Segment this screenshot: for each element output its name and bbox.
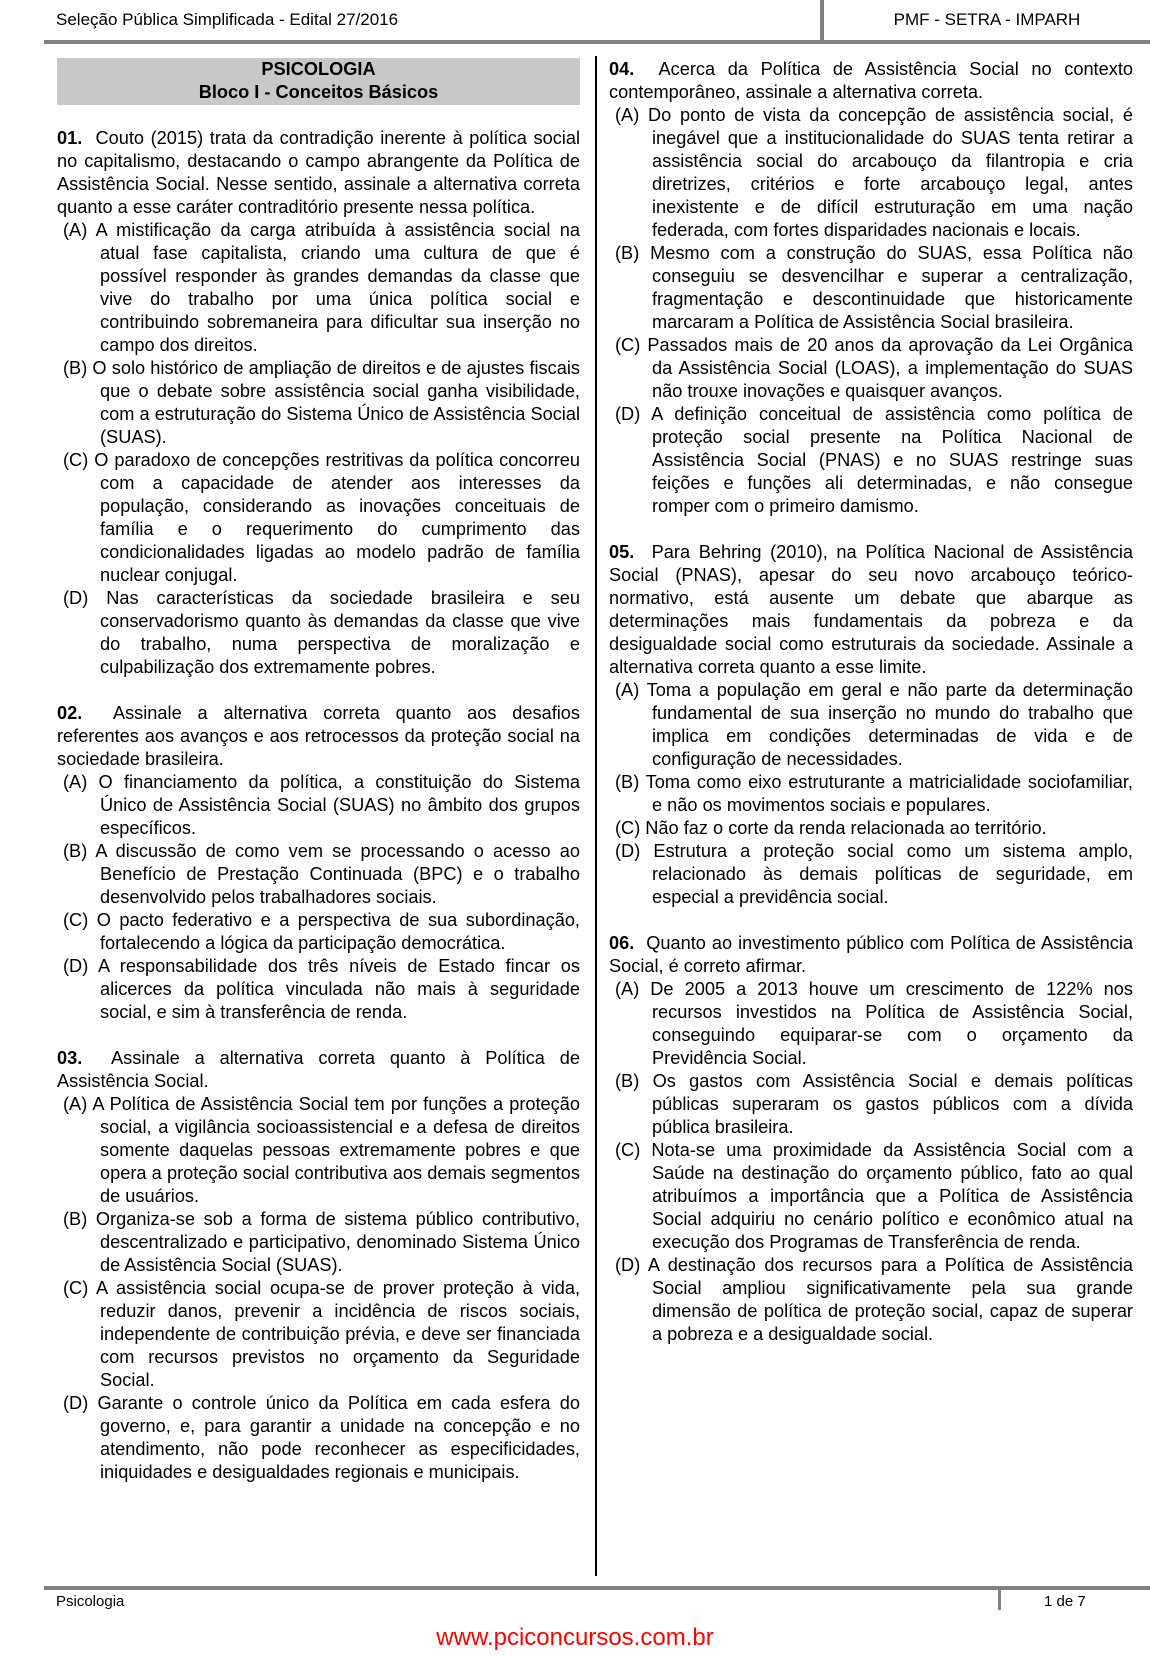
right-column (609, 58, 1133, 1369)
answer-option: (D) Estrutura a proteção social como um sistema amplo, relacionado às demais políticas de seguridade, em especial a previdência social. (615, 841, 1133, 907)
answer-option: (A) A Política de Assistência Social tem por funções a proteção social, a vigilância socioassistencial e a defesa de direitos somente daquelas pessoas extremamente pobres e que opera a proteção social contributiva aos demais segmentos de usuários. (63, 1094, 580, 1206)
answer-option: (A) A mistificação da carga atribuída à assistência social na atual fase capitalista, criando uma cultura de que é possível responder às grandes demandas da classe que vive do trabalho por uma única política social e contribuindo sobremaneira para dificultar sua inserção no campo dos direitos. (63, 220, 580, 355)
answer-option: (C) Passados mais de 20 anos da aprovação da Lei Orgânica da Assistência Social (LOAS), a implementação do SUAS não trouxe inovações e quaisquer avanços. (615, 335, 1133, 401)
question (57, 1047, 580, 1484)
question-text: Quanto ao investimento público com Política de Assistência Social, é correto afirmar. (609, 933, 1133, 976)
answer-option: (D) A responsabilidade dos três níveis de Estado fincar os alicerces da política vinculada não mais à seguridade social, e sim à transferência de renda. (63, 956, 580, 1022)
answer-option: (B) Organiza-se sob a forma de sistema público contributivo, descentralizado e participativo, denominado Sistema Único de Assistência Social (SUAS). (63, 1209, 580, 1275)
answer-option: (D) A definição conceitual de assistência como política de proteção social presente na Política Nacional de Assistência Social (PNAS) e no SUAS restringe suas feições e funções ali determinadas, e não consegue romper com o primeiro damismo. (615, 404, 1133, 516)
question-number: 05. (609, 542, 635, 562)
answer-option: (B) Mesmo com a construção do SUAS, essa Política não conseguiu se desvencilhar e superar a centralização, fragmentação e descontinuidade que historicamente marcaram a Política de Assistência Social brasileira. (615, 243, 1133, 332)
answer-option: (A) Toma a população em geral e não parte da determinação fundamental de sua inserção no mundo do trabalho que implica em condições determinadas de vida e de configuração de necessidades. (615, 680, 1133, 769)
footer-divider (998, 1590, 1001, 1610)
question-stem (609, 932, 1133, 978)
answer-option: (D) Garante o controle único da Política em cada esfera do governo, e, para garantir a unidade na concepção e no atendimento, não pode reconhecer as especificidades, iniquidades e desigualdades regionais e municipais. (63, 1393, 580, 1482)
question-number: 01. (57, 128, 83, 148)
answer-option: (C) O paradoxo de concepções restritivas da política concorreu com a capacidade de atender aos interesses da população, considerando as inovações conceituais de família e o requerimento do cumprimento das condicionalidades ligadas ao modelo padrão de família nuclear conjugal. (63, 450, 580, 585)
left-column (57, 58, 580, 1507)
answer-option: (C) Não faz o corte da renda relacionada ao território. (615, 818, 1047, 838)
section-subtitle: Bloco I - Conceitos Básicos (198, 82, 439, 102)
answer-option: (C) O pacto federativo e a perspectiva de sua subordinação, fortalecendo a lógica da participação democrática. (63, 910, 580, 953)
answer-option: (D) A destinação dos recursos para a Política de Assistência Social ampliou significativamente pela sua grande dimensão de política de proteção social, capaz de superar a pobreza e a desigualdade social. (615, 1255, 1133, 1344)
website-link[interactable]: www.pciconcursos.com.br (436, 1624, 714, 1651)
section-title: PSICOLOGIA (261, 59, 376, 79)
section-heading (57, 58, 580, 105)
page-number: 1 de 7 (1044, 1593, 1086, 1610)
question-number: 04. (609, 59, 635, 79)
answer-option: (C) Nota-se uma proximidade da Assistência Social com a Saúde na destinação do orçamento público, fato ao qual atribuímos a importância que a Política de Assistência Social adquiriu no cenário político e econômico atual na execução dos Programas de Transferência de renda. (615, 1140, 1133, 1252)
question-stem (609, 58, 1133, 104)
answer-option: (A) Do ponto de vista da concepção de assistência social, é inegável que a institucionalidade do SUAS tenta retirar a assistência social do arcabouço da filantropia e cria diretrizes, critérios e forte arcabouço legal, antes inexistente e de difícil estruturação em uma nação federada, com fortes disparidades nacionais e locais. (615, 105, 1133, 240)
page-header (44, 0, 1150, 44)
answer-option: (B) Os gastos com Assistência Social e demais políticas públicas superaram os gastos públicos com a dívida pública brasileira. (615, 1071, 1133, 1137)
question-text: Couto (2015) trata da contradição inerente à política social no capitalismo, destacando o campo abrangente da Política de Assistência Social. Nesse sentido, assinale a alternativa correta quanto a esse caráter contraditório presente nessa política. (57, 128, 580, 217)
column-divider (595, 56, 597, 1576)
header-exam-title: Seleção Pública Simplificada - Edital 27/2016 (56, 10, 399, 29)
question-text: Assinale a alternativa correta quanto aos desafios referentes aos avanços e aos retrocessos da proteção social na sociedade brasileira. (57, 703, 580, 769)
question-number: 06. (609, 933, 635, 953)
answer-option: (C) A assistência social ocupa-se de prover proteção à vida, reduzir danos, prevenir a incidência de riscos sociais, independente de contribuição prévia, e deve ser financiada com recursos previstos no orçamento da Seguridade Social. (63, 1278, 580, 1390)
answer-option: (A) De 2005 a 2013 houve um crescimento de 122% nos recursos investidos na Política de Assistência Social, conseguindo equiparar-se com o orçamento da Previdência Social. (615, 979, 1133, 1068)
page-footer (44, 1586, 1150, 1616)
question-stem (57, 702, 580, 771)
question-stem (609, 541, 1133, 679)
header-organization: PMF - SETRA - IMPARH (893, 10, 1081, 29)
question-number: 03. (57, 1048, 83, 1068)
question (57, 127, 580, 679)
answer-option: (B) A discussão de como vem se processando o acesso ao Benefício de Prestação Continuada (BPC) e o trabalho desenvolvido pelos trabalhadores sociais. (63, 841, 580, 907)
question-number: 02. (57, 703, 83, 723)
answer-option: (B) O solo histórico de ampliação de direitos e de ajustes fiscais que o debate sobre assistência social ganha visibilidade, com a estruturação do Sistema Único de Assistência Social (SUAS). (63, 358, 580, 447)
footer-subject: Psicologia (56, 1593, 125, 1610)
question-text: Acerca da Política de Assistência Social no contexto contemporâneo, assinale a alternativa correta. (609, 59, 1133, 102)
question-text: Assinale a alternativa correta quanto à Política de Assistência Social. (57, 1048, 580, 1091)
question (57, 702, 580, 1024)
question (609, 932, 1133, 1346)
answer-option: (B) Toma como eixo estruturante a matricialidade sociofamiliar, e não os movimentos sociais e populares. (615, 772, 1133, 815)
question-stem (57, 127, 580, 219)
question-stem (57, 1047, 580, 1093)
question-text: Para Behring (2010), na Política Nacional de Assistência Social (PNAS), apesar do seu novo arcabouço teórico-normativo, está ausente um debate que abarque as determinações mais fundamentais da pobreza e da desigualdade social como estruturais da sociedade. Assinale a alternativa correta quanto a esse limite. (609, 542, 1133, 677)
question (609, 541, 1133, 909)
question (609, 58, 1133, 518)
answer-option: (A) O financiamento da política, a constituição do Sistema Único de Assistência Social (SUAS) no âmbito dos grupos específicos. (63, 772, 580, 838)
answer-option: (D) Nas características da sociedade brasileira e seu conservadorismo quanto às demandas da classe que vive do trabalho, numa perspectiva de moralização e culpabilização dos extremamente pobres. (63, 588, 580, 677)
